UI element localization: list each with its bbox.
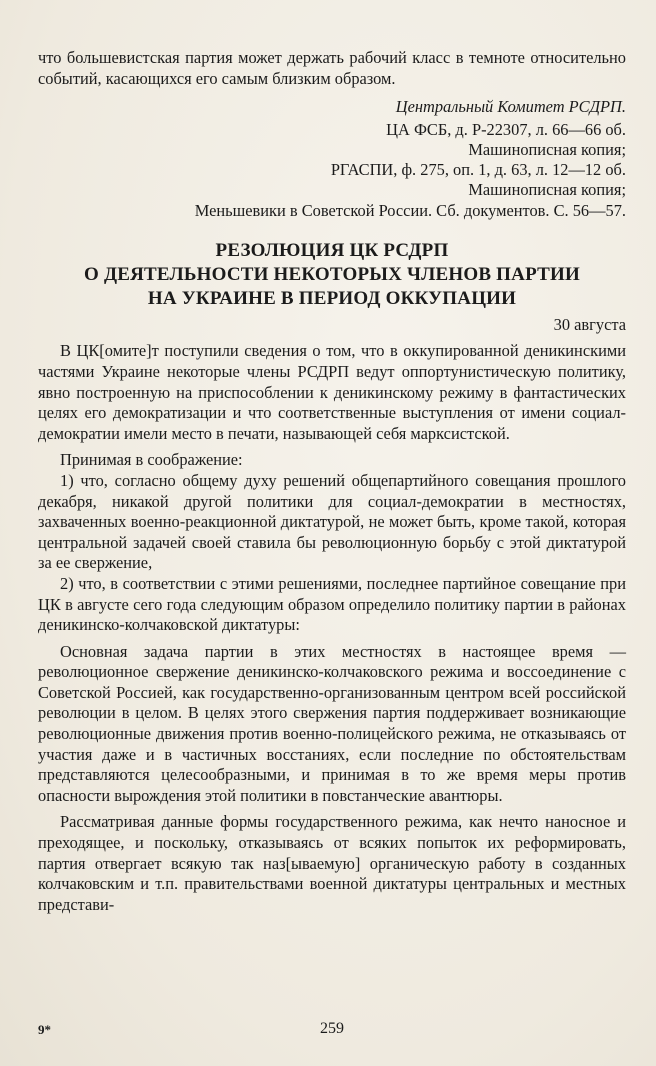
source-line: Машинописная копия; bbox=[468, 180, 626, 200]
title-line: НА УКРАИНЕ В ПЕРИОД ОККУПАЦИИ bbox=[147, 287, 517, 309]
source-line: Меньшевики в Советской России. Сб. документов. С. 56—57. bbox=[194, 200, 626, 220]
body-paragraph: Рассматривая данные формы государственного режима, как нечто наносное и преходящее, и поскольку, отказываясь от всяких попыток их реформировать, партия отвергает всякую так наз[ываемую] органическую работу в созданных колчаковским и т.п. правительствами военной диктатуры центральных и местных представи- bbox=[38, 812, 626, 914]
body-paragraph: Принимая в соображение: bbox=[60, 450, 243, 470]
body-paragraph: 2) что, в соответствии с этими решениями, последнее партийное совещание при ЦК в августе сего года следующим образом определило политику партии в районах деникинско-колчаковской диктатуры: bbox=[38, 573, 626, 635]
document-title bbox=[38, 239, 626, 311]
body-paragraph: В ЦК[омите]т поступили сведения о том, что в оккупированной деникинскими частями Украине некоторые члены РСДРП ведут оппортунистическую политику, явно построенную на приспособлении к деникинскому режиму в фантастических целях его демократизации и что соответственные выступления от имени социал-демократии имели место в печати, называющей себя марксистской. bbox=[38, 341, 626, 443]
title-line: РЕЗОЛЮЦИЯ ЦК РСДРП bbox=[215, 239, 449, 261]
source-references bbox=[38, 120, 626, 221]
title-line: О ДЕЯТЕЛЬНОСТИ НЕКОТОРЫХ ЧЛЕНОВ ПАРТИИ bbox=[84, 263, 580, 285]
document-date: 30 августа bbox=[553, 314, 626, 334]
sheet-mark: 9* bbox=[38, 1022, 51, 1037]
page-footer bbox=[38, 1020, 626, 1038]
source-line: Машинописная копия; bbox=[468, 139, 626, 159]
body-paragraph: Основная задача партии в этих местностях в настоящее время — революционное свержение деникинско-колчаковского режима и воссоединение с Советской Россией, как государственно-организованным центром всей российской революции в целом. В целях этого свержения партия поддерживает возникающие революционные движения против военно-полицейского режима, не отказываясь от участия даже и в частичных восстаниях, если последние по обстоятельствам представляются целесообразными, и принимая в то же время меры против опасности вырождения этой политики в повстанческие авантюры. bbox=[38, 641, 626, 805]
source-line: РГАСПИ, ф. 275, оп. 1, д. 63, л. 12—12 об. bbox=[330, 160, 626, 180]
page-number: 259 bbox=[320, 1020, 344, 1037]
signature: Центральный Комитет РСДРП. bbox=[395, 97, 626, 117]
top-paragraph: что большевистская партия может держать рабочий класс в темноте относительно событий, касающихся его самым близким образом. bbox=[38, 48, 626, 88]
body-paragraph: 1) что, согласно общему духу решений общепартийного совещания прошлого декабря, никакой другой политики для социал-демократии в местностях, захваченных военно-реакционной диктатурой, не может быть, кроме такой, которая центральной задачей своей ставила бы революционную борьбу с этой диктатурой за ее свержение, bbox=[38, 470, 626, 573]
source-line: ЦА ФСБ, д. Р-22307, л. 66—66 об. bbox=[386, 119, 626, 139]
